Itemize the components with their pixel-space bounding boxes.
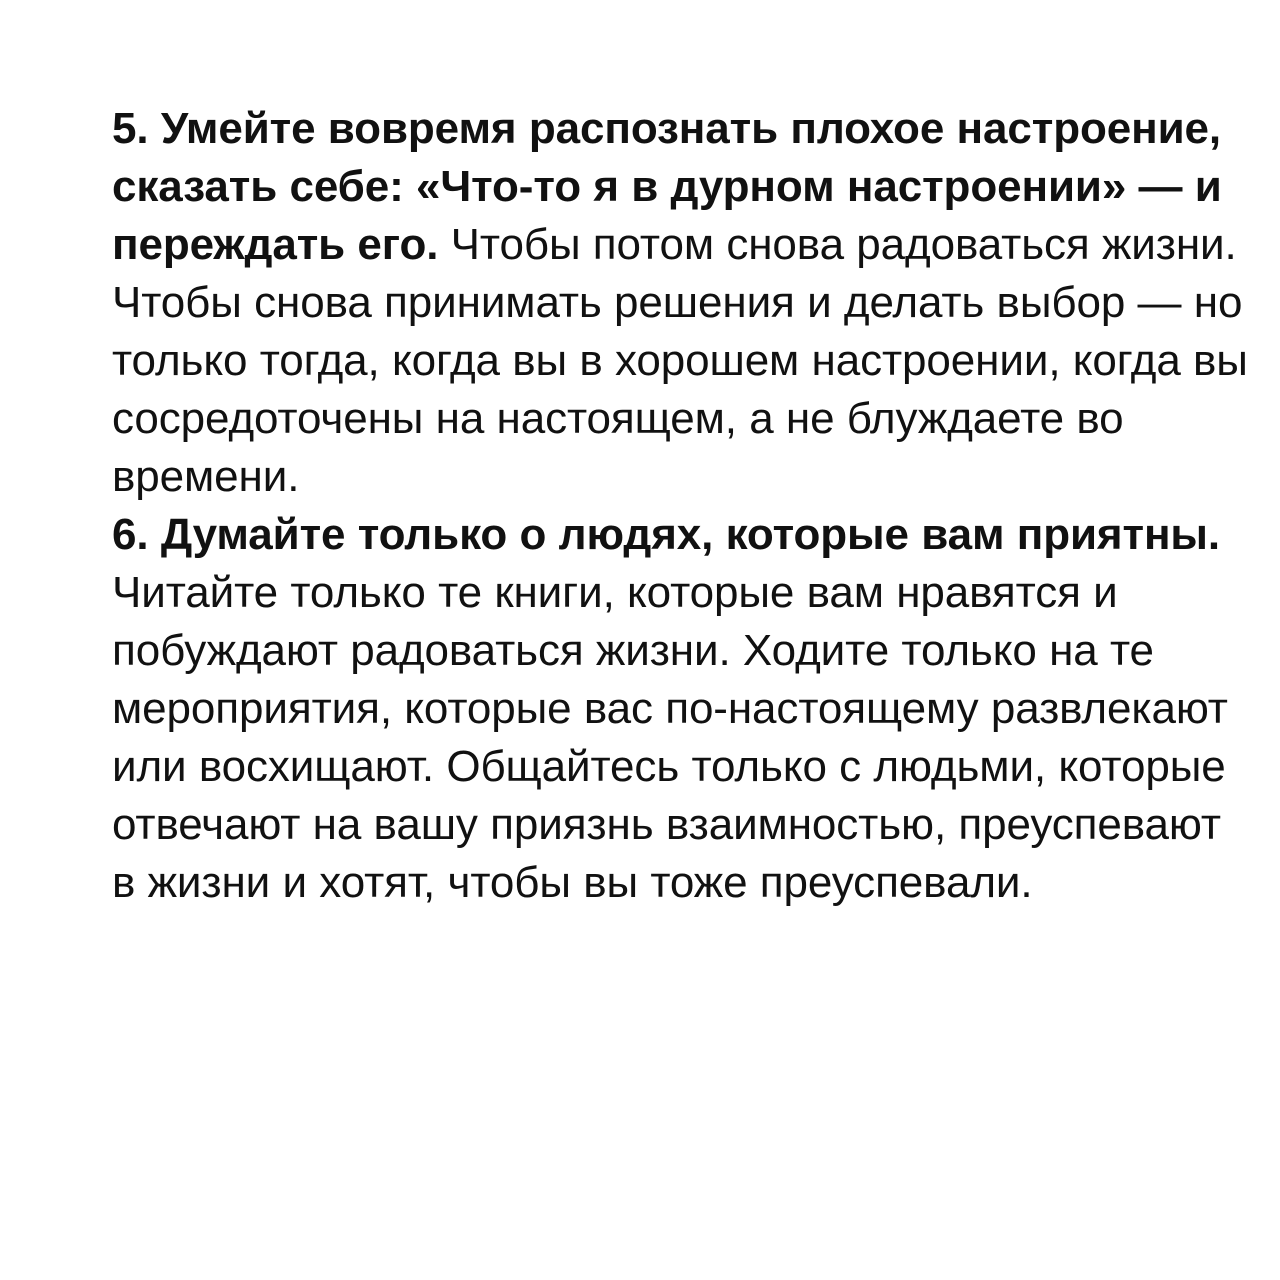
paragraph-5-lead: 5. Умейте вовремя распознать плохое настроение, сказать себе: «Что-то я в дурном настроении» — и переждать его. [112,104,1222,269]
paragraph-5-body: Чтобы потом снова радоваться жизни. Чтобы снова принимать решения и делать выбор — но только тогда, когда вы в хорошем настроении, когда вы сосредоточены на настоящем, а не блуждаете во времени. [112,220,1248,501]
paragraph-5 [112,100,1252,506]
paragraph-6 [112,506,1252,912]
paragraph-6-body: Читайте только те книги, которые вам нравятся и побуждают радоваться жизни. Ходите только на те мероприятия, которые вас по-настоящему развлекают или восхищают. Общайтесь только с людьми, которые отвечают на вашу приязнь взаимностью, преуспевают в жизни и хотят, чтобы вы тоже преуспевали. [112,568,1228,907]
article-body [112,100,1252,912]
paragraph-6-lead: 6. Думайте только о людях, которые вам приятны. [112,510,1221,559]
